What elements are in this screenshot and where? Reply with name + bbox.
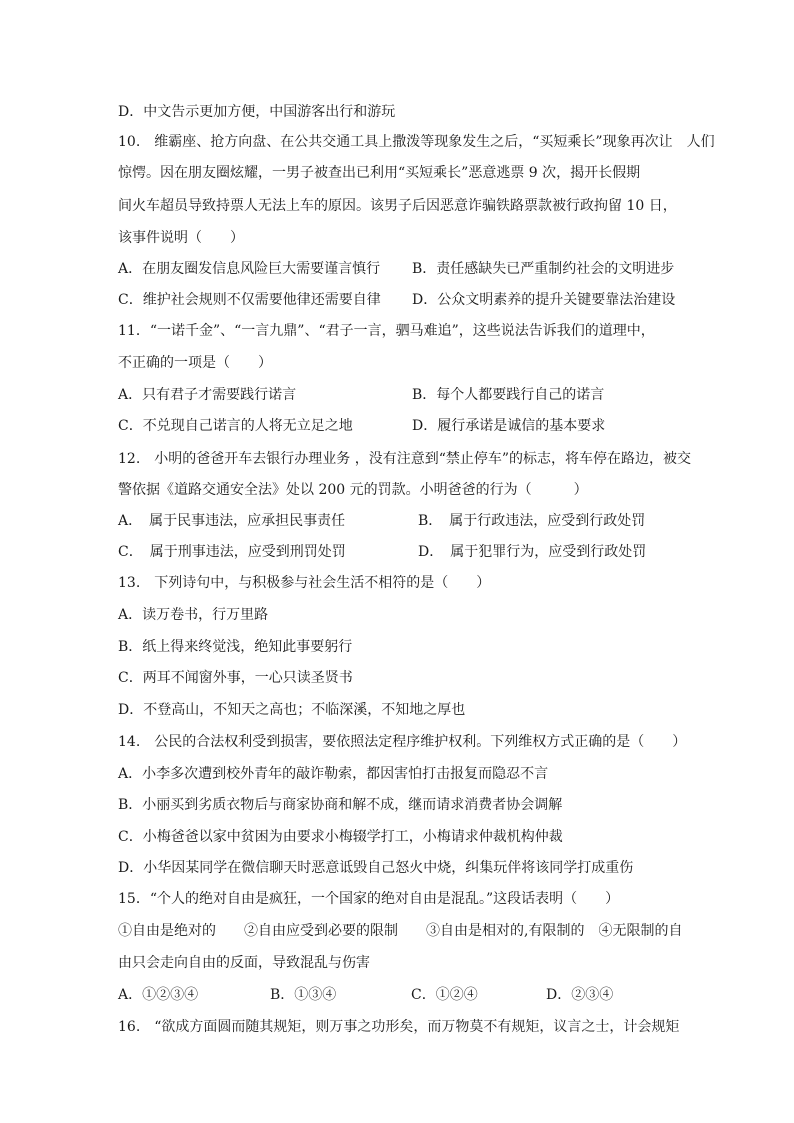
q12-stem-line-2: 警依据《道路交通安全法》处以 200 元的罚款。小明爸爸的行为（ ） xyxy=(118,482,588,498)
q10-stem-line-4: 该事件说明（ ） xyxy=(118,230,244,246)
q11-option-d: D．履行承诺是诚信的基本要求 xyxy=(412,418,606,434)
q9-option-d: D．中文告示更加方便，中国游客出行和游玩 xyxy=(118,104,396,120)
q10-stem-line-2: 惊愕。因在朋友圈炫耀，一男子被查出已利用“买短乘长”恶意逃票 9 次，揭开长假期 xyxy=(118,165,641,181)
q14-option-b: B．小丽买到劣质衣物后与商家协商和解不成，继而请求消费者协会调解 xyxy=(118,797,563,813)
q10-stem-line-1: 10. 维霸座、抢方向盘、在公共交通工具上撒泼等现象发生之后，“买短乘长”现象再次让 人们 xyxy=(118,134,715,150)
q14-option-a: A．小李多次遭到校外青年的敲诈勒索，都因害怕打击报复而隐忍不言 xyxy=(118,766,549,782)
q11-option-b: B．每个人都要践行自己的诺言 xyxy=(412,387,605,403)
q11-stem-line-2: 不正确的一项是（ ） xyxy=(118,355,272,371)
q12-option-a: A． 属于民事违法，应承担民事责任 xyxy=(118,513,346,529)
q15-option-a: A．①②③④ xyxy=(118,987,199,1003)
q12-stem-line-1: 12. 小明的爸爸开车去银行办理业务 ，没有注意到“禁止停车”的标志，将车停在路边，被交 xyxy=(118,451,692,467)
q14-option-c: C．小梅爸爸以家中贫困为由要求小梅辍学打工，小梅请求仲裁机构仲裁 xyxy=(118,829,563,845)
q11-option-a: A．只有君子才需要践行诺言 xyxy=(118,387,297,403)
q15-stem: 15．“个人的绝对自由是疯狂，一个国家的绝对自由是混乱。”这段话表明（ ） xyxy=(118,891,620,907)
q10-option-b: B．责任感缺失已严重制约社会的文明进步 xyxy=(412,261,675,277)
q13-option-d: D．不登高山，不知天之高也；不临深溪，不知地之厚也 xyxy=(118,702,466,718)
q12-option-c: C． 属于刑事违法，应受到刑罚处罚 xyxy=(118,544,346,560)
q13-stem: 13. 下列诗句中，与积极参与社会生活不相符的是（ ） xyxy=(118,575,491,591)
q10-option-c: C．维护社会规则不仅需要他律还需要自律 xyxy=(118,292,381,308)
q12-option-d: D． 属于犯罪行为，应受到行政处罚 xyxy=(418,544,647,560)
q15-statements-line-2: 由只会走向自由的反面，导致混乱与伤害 xyxy=(118,955,370,971)
q10-option-d: D．公众文明素养的提升关键要靠法治建设 xyxy=(412,292,676,308)
q15-option-b: B．①③④ xyxy=(270,987,337,1003)
q10-option-a: A．在朋友圈发信息风险巨大需要谨言慎行 xyxy=(118,261,381,277)
q11-stem-line-1: 11．“一诺千金”、“一言九鼎”、“君子一言，驷马难追”，这些说法告诉我们的道理中， xyxy=(118,323,655,339)
q15-option-c: C．①②④ xyxy=(411,987,478,1003)
q13-option-a: A．读万卷书，行万里路 xyxy=(118,607,269,623)
q15-option-d: D．②③④ xyxy=(546,987,614,1003)
q13-option-c: C．两耳不闻窗外事，一心只读圣贤书 xyxy=(118,670,353,686)
q16-stem-line-1: 16. “欲成方面圆而随其规矩，则万事之功形矣，而万物莫不有规矩，议言之士，计会规矩 xyxy=(118,1019,680,1035)
q14-option-d: D．小华因某同学在微信聊天时恶意诋毁自己怒火中烧，纠集玩伴将该同学打成重伤 xyxy=(118,860,634,876)
q14-stem: 14. 公民的合法权利受到损害，要依照法定程序维护权利。下列维权方式正确的是（ ） xyxy=(118,734,687,750)
q12-option-b: B． 属于行政违法，应受到行政处罚 xyxy=(418,513,646,529)
q15-statements-line-1: ①自由是绝对的 ②自由应受到必要的限制 ③自由是相对的,有限制的 ④无限制的自 xyxy=(118,923,683,939)
q10-stem-line-3: 间火车超员导致持票人无法上车的原因。该男子后因恶意诈骗铁路票款被行政拘留 10 日， xyxy=(118,198,677,214)
q13-option-b: B．纸上得来终觉浅，绝知此事要躬行 xyxy=(118,639,353,655)
q11-option-c: C．不兑现自己诺言的人将无立足之地 xyxy=(118,418,353,434)
